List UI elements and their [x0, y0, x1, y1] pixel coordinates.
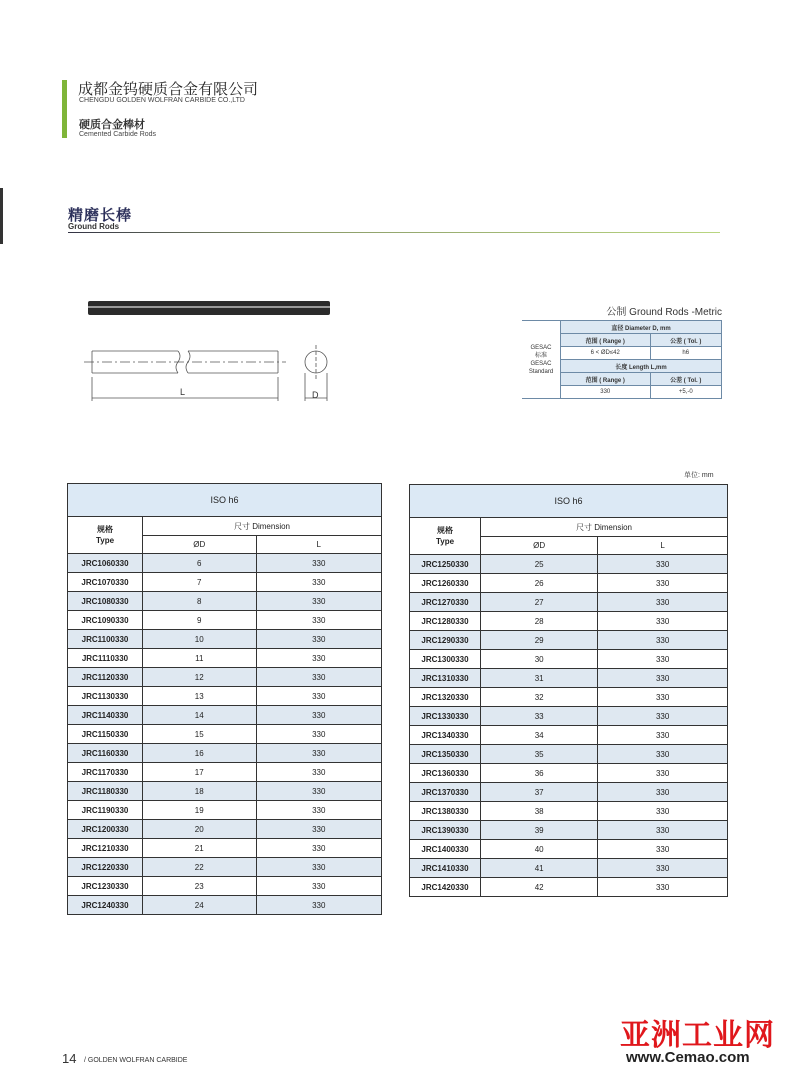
- table-row: [68, 858, 382, 877]
- spec-table: [522, 320, 722, 399]
- type-header-en: Type: [435, 537, 455, 546]
- length-cell: 330: [598, 726, 728, 745]
- type-cell: JRC1390330: [410, 821, 481, 840]
- company-name-en: CHENGDU GOLDEN WOLFRAN CARBIDE CO.,LTD: [79, 97, 245, 104]
- table-row: [68, 820, 382, 839]
- table-row: [410, 745, 728, 764]
- diameter-cell: 35: [481, 745, 598, 764]
- col-l-header: L: [256, 536, 382, 554]
- length-cell: 330: [256, 801, 382, 820]
- table-row: [410, 650, 728, 669]
- spec-title: 公制 Ground Rods -Metric: [606, 307, 722, 318]
- diameter-cell: 18: [143, 782, 257, 801]
- table-row: [68, 592, 382, 611]
- diameter-cell: 33: [481, 707, 598, 726]
- diameter-cell: 22: [143, 858, 257, 877]
- diameter-cell: 19: [143, 801, 257, 820]
- spec-standard-line: GESAC: [530, 344, 552, 351]
- diameter-cell: 28: [481, 612, 598, 631]
- diameter-cell: 23: [143, 877, 257, 896]
- length-cell: 330: [598, 707, 728, 726]
- spec-standard-line: 标准: [534, 352, 547, 359]
- spec-standard: [522, 321, 561, 399]
- type-cell: JRC1070330: [68, 573, 143, 592]
- type-cell: JRC1120330: [68, 668, 143, 687]
- length-cell: 330: [598, 783, 728, 802]
- type-cell: JRC1170330: [68, 763, 143, 782]
- table-row: [68, 554, 382, 573]
- table-row: [68, 744, 382, 763]
- table-row: [410, 593, 728, 612]
- length-cell: 330: [598, 669, 728, 688]
- spec-range-label: 范围 ( Range ): [561, 334, 651, 347]
- length-cell: 330: [598, 612, 728, 631]
- diameter-cell: 17: [143, 763, 257, 782]
- type-cell: JRC1130330: [68, 687, 143, 706]
- length-cell: 330: [256, 611, 382, 630]
- type-header-en: Type: [95, 536, 115, 545]
- table-row: [68, 725, 382, 744]
- length-cell: 330: [598, 688, 728, 707]
- type-cell: JRC1240330: [68, 896, 143, 915]
- table-row: [410, 859, 728, 878]
- length-cell: 330: [598, 631, 728, 650]
- type-cell: JRC1260330: [410, 574, 481, 593]
- diameter-cell: 32: [481, 688, 598, 707]
- type-cell: JRC1300330: [410, 650, 481, 669]
- category-title-en: Cemented Carbide Rods: [79, 131, 157, 138]
- type-cell: JRC1210330: [68, 839, 143, 858]
- type-cell: JRC1370330: [410, 783, 481, 802]
- page-number: 14: [62, 1051, 77, 1066]
- length-cell: 330: [256, 687, 382, 706]
- diameter-cell: 42: [481, 878, 598, 897]
- footer-text: / GOLDEN WOLFRAN CARBIDE: [84, 1057, 188, 1064]
- table-row: [410, 612, 728, 631]
- table-row: [68, 668, 382, 687]
- diameter-cell: 37: [481, 783, 598, 802]
- type-cell: JRC1090330: [68, 611, 143, 630]
- length-cell: 330: [598, 821, 728, 840]
- type-cell: JRC1290330: [410, 631, 481, 650]
- diameter-cell: 41: [481, 859, 598, 878]
- section-title-en: Ground Rods: [68, 222, 120, 231]
- table-row: [410, 878, 728, 897]
- type-cell: JRC1350330: [410, 745, 481, 764]
- diameter-cell: 13: [143, 687, 257, 706]
- type-header: [410, 518, 481, 555]
- company-name-cn: 成都金钨硬质合金有限公司: [78, 81, 259, 98]
- table-row: [68, 782, 382, 801]
- diameter-cell: 9: [143, 611, 257, 630]
- type-cell: JRC1320330: [410, 688, 481, 707]
- table-row: [68, 763, 382, 782]
- type-cell: JRC1420330: [410, 878, 481, 897]
- diameter-cell: 20: [143, 820, 257, 839]
- table-row: [410, 669, 728, 688]
- brand-accent-bar: [62, 80, 67, 138]
- diameter-cell: 7: [143, 573, 257, 592]
- table-row: [68, 573, 382, 592]
- dimension-header: 尺寸 Dimension: [481, 518, 728, 537]
- diameter-cell: 11: [143, 649, 257, 668]
- diameter-cell: 14: [143, 706, 257, 725]
- length-cell: 330: [256, 592, 382, 611]
- length-cell: 330: [256, 554, 382, 573]
- spec-length-tol: +5,-0: [650, 386, 722, 399]
- table-row: [68, 649, 382, 668]
- diameter-cell: 40: [481, 840, 598, 859]
- spec-length-header: 长度 Length L,mm: [561, 360, 722, 373]
- diameter-cell: 25: [481, 555, 598, 574]
- diameter-cell: 15: [143, 725, 257, 744]
- length-cell: 330: [598, 764, 728, 783]
- length-cell: 330: [598, 650, 728, 669]
- length-cell: 330: [598, 593, 728, 612]
- type-cell: JRC1330330: [410, 707, 481, 726]
- type-header: [68, 517, 143, 554]
- type-cell: JRC1160330: [68, 744, 143, 763]
- type-cell: JRC1410330: [410, 859, 481, 878]
- table-row: [68, 839, 382, 858]
- spec-standard-line: Standard: [528, 368, 554, 375]
- spec-tol-label: 公差 ( Tol. ): [650, 334, 722, 347]
- length-cell: 330: [256, 630, 382, 649]
- rod-drawing: [80, 295, 340, 415]
- table-row: [410, 688, 728, 707]
- type-cell: JRC1340330: [410, 726, 481, 745]
- type-cell: JRC1200330: [68, 820, 143, 839]
- type-cell: JRC1060330: [68, 554, 143, 573]
- section-title-cn: 精磨长棒: [68, 207, 133, 224]
- type-cell: JRC1310330: [410, 669, 481, 688]
- rows-left: [68, 554, 382, 915]
- col-d-header: ØD: [143, 536, 257, 554]
- dimension-table-right: [409, 484, 728, 897]
- table-row: [68, 630, 382, 649]
- type-cell: JRC1230330: [68, 877, 143, 896]
- diameter-cell: 10: [143, 630, 257, 649]
- diameter-cell: 30: [481, 650, 598, 669]
- length-cell: 330: [256, 744, 382, 763]
- iso-header: ISO h6: [68, 484, 382, 517]
- type-cell: JRC1140330: [68, 706, 143, 725]
- length-cell: 330: [598, 555, 728, 574]
- type-cell: JRC1180330: [68, 782, 143, 801]
- diameter-cell: 29: [481, 631, 598, 650]
- diameter-cell: 31: [481, 669, 598, 688]
- section-divider: [68, 232, 720, 233]
- diameter-label: D: [312, 390, 319, 400]
- table-row: [410, 783, 728, 802]
- diameter-cell: 6: [143, 554, 257, 573]
- page-edge-mark: [0, 188, 3, 244]
- table-row: [410, 707, 728, 726]
- length-cell: 330: [256, 668, 382, 687]
- watermark-url: www.Cemao.com: [626, 1049, 750, 1066]
- table-row: [68, 687, 382, 706]
- table-row: [410, 840, 728, 859]
- type-header-cn: 规格: [437, 526, 453, 535]
- diameter-cell: 26: [481, 574, 598, 593]
- length-cell: 330: [256, 573, 382, 592]
- table-row: [410, 764, 728, 783]
- rows-right: [410, 555, 728, 897]
- length-cell: 330: [598, 802, 728, 821]
- table-row: [68, 896, 382, 915]
- length-cell: 330: [256, 725, 382, 744]
- type-cell: JRC1360330: [410, 764, 481, 783]
- rod-dimension-sketch: [84, 345, 327, 401]
- unit-label: 单位: mm: [684, 472, 714, 479]
- length-cell: 330: [256, 820, 382, 839]
- diameter-cell: 21: [143, 839, 257, 858]
- length-cell: 330: [598, 840, 728, 859]
- diameter-cell: 34: [481, 726, 598, 745]
- length-label: L: [180, 387, 186, 397]
- type-cell: JRC1190330: [68, 801, 143, 820]
- diameter-cell: 16: [143, 744, 257, 763]
- diameter-cell: 12: [143, 668, 257, 687]
- spec-length-range-label: 范围 ( Range ): [561, 373, 651, 386]
- type-cell: JRC1380330: [410, 802, 481, 821]
- table-row: [68, 611, 382, 630]
- table-row: [410, 631, 728, 650]
- type-cell: JRC1270330: [410, 593, 481, 612]
- length-cell: 330: [598, 878, 728, 897]
- table-row: [68, 706, 382, 725]
- length-cell: 330: [256, 763, 382, 782]
- spec-standard-line: GESAC: [530, 360, 552, 367]
- spec-diameter-range: 6 < ØD≤42: [561, 347, 651, 360]
- diameter-cell: 24: [143, 896, 257, 915]
- length-cell: 330: [256, 896, 382, 915]
- spec-length-range: 330: [561, 386, 651, 399]
- length-cell: 330: [256, 839, 382, 858]
- dimension-header: 尺寸 Dimension: [143, 517, 382, 536]
- type-cell: JRC1280330: [410, 612, 481, 631]
- table-row: [68, 877, 382, 896]
- table-row: [410, 574, 728, 593]
- type-cell: JRC1150330: [68, 725, 143, 744]
- category-title-cn: 硬质合金棒材: [79, 119, 145, 131]
- col-d-header: ØD: [481, 537, 598, 555]
- spec-diameter-tol: h6: [650, 347, 722, 360]
- length-cell: 330: [256, 706, 382, 725]
- length-cell: 330: [598, 859, 728, 878]
- iso-header: ISO h6: [410, 485, 728, 518]
- diameter-cell: 39: [481, 821, 598, 840]
- diameter-cell: 8: [143, 592, 257, 611]
- col-l-header: L: [598, 537, 728, 555]
- table-row: [410, 802, 728, 821]
- type-header-cn: 规格: [97, 525, 113, 534]
- length-cell: 330: [256, 877, 382, 896]
- table-row: [410, 821, 728, 840]
- type-cell: JRC1250330: [410, 555, 481, 574]
- length-cell: 330: [256, 782, 382, 801]
- watermark-cn: 亚洲工业网: [620, 1019, 775, 1052]
- spec-diameter-header: 直径 Diameter D, mm: [561, 321, 722, 334]
- table-row: [68, 801, 382, 820]
- table-row: [410, 726, 728, 745]
- type-cell: JRC1100330: [68, 630, 143, 649]
- type-cell: JRC1220330: [68, 858, 143, 877]
- diameter-cell: 38: [481, 802, 598, 821]
- dimension-table-left: [67, 483, 382, 915]
- length-cell: 330: [256, 858, 382, 877]
- diameter-cell: 36: [481, 764, 598, 783]
- table-row: [410, 555, 728, 574]
- diameter-cell: 27: [481, 593, 598, 612]
- spec-length-tol-label: 公差 ( Tol. ): [650, 373, 722, 386]
- length-cell: 330: [256, 649, 382, 668]
- type-cell: JRC1110330: [68, 649, 143, 668]
- length-cell: 330: [598, 745, 728, 764]
- length-cell: 330: [598, 574, 728, 593]
- type-cell: JRC1080330: [68, 592, 143, 611]
- type-cell: JRC1400330: [410, 840, 481, 859]
